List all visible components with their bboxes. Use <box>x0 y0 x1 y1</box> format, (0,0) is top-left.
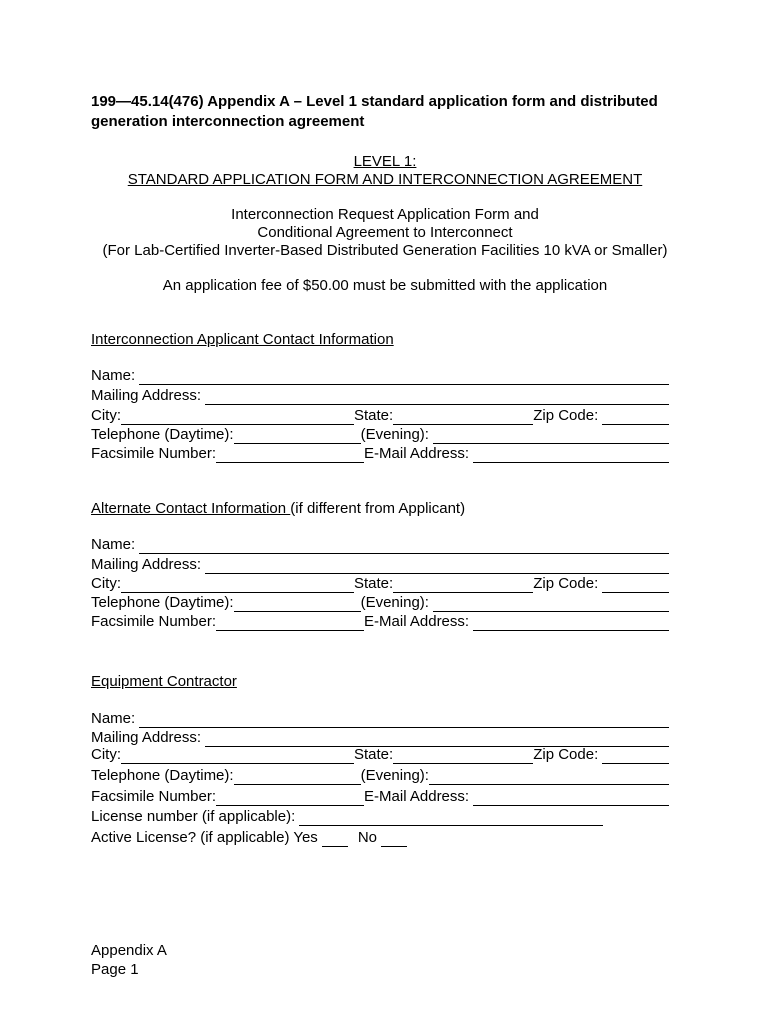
alternate-section-title <box>91 500 465 518</box>
level-form-title: STANDARD APPLICATION FORM AND INTERCONNECTION AGREEMENT <box>127 171 643 188</box>
contractor-fax-field[interactable] <box>216 790 364 806</box>
name-label: Name: <box>91 367 136 384</box>
applicant-name-row <box>91 365 669 385</box>
mailing-label: Mailing Address: <box>91 729 202 746</box>
email-label: E-Mail Address: <box>364 788 470 805</box>
applicant-fax-field[interactable] <box>216 447 364 463</box>
heading-line-2: generation interconnection agreement <box>91 113 365 130</box>
alternate-evening-field[interactable] <box>433 596 669 612</box>
city-label: City: <box>91 746 121 763</box>
contractor-state-field[interactable] <box>393 748 533 764</box>
subtitle-line-2: Conditional Agreement to Interconnect <box>257 224 513 241</box>
contractor-phone-row <box>91 765 669 785</box>
applicant-email-field[interactable] <box>473 447 669 463</box>
zip-label: Zip Code: <box>533 575 599 592</box>
alternate-fax-field[interactable] <box>216 615 364 631</box>
subtitle-line-1: Interconnection Request Application Form and <box>231 206 539 223</box>
applicant-phone-row <box>91 424 669 444</box>
form-subtitle <box>60 206 710 260</box>
alternate-title-note: (if different from Applicant) <box>290 500 466 517</box>
applicant-city-row <box>91 405 669 425</box>
applicant-zip-field[interactable] <box>602 409 669 425</box>
zip-label: Zip Code: <box>533 746 599 763</box>
alternate-city-field[interactable] <box>121 577 354 593</box>
state-label: State: <box>354 575 394 592</box>
fax-label: Facsimile Number: <box>91 613 217 630</box>
contractor-fax-row <box>91 786 669 806</box>
alternate-zip-field[interactable] <box>602 577 669 593</box>
state-label: State: <box>354 407 394 424</box>
alternate-city-row <box>91 573 669 593</box>
level-label: LEVEL 1: <box>353 153 417 170</box>
zip-label: Zip Code: <box>533 407 599 424</box>
applicant-evening-field[interactable] <box>433 428 669 444</box>
contractor-license-row <box>91 806 603 826</box>
footer-page-number: Page 1 <box>91 961 139 978</box>
license-number-field[interactable] <box>299 810 603 826</box>
applicant-section-title: Interconnection Applicant Contact Information <box>91 331 394 348</box>
fax-label: Facsimile Number: <box>91 445 217 462</box>
alternate-mailing-field[interactable] <box>205 558 669 574</box>
evening-label: (Evening): <box>360 594 429 611</box>
alternate-tel-day-field[interactable] <box>234 596 361 612</box>
email-label: E-Mail Address: <box>364 445 470 462</box>
alternate-name-field[interactable] <box>139 538 669 554</box>
subtitle-line-3: (For Lab-Certified Inverter-Based Distributed Generation Facilities 10 kVA or Smaller) <box>102 242 668 259</box>
applicant-state-field[interactable] <box>393 409 533 425</box>
name-label: Name: <box>91 710 136 727</box>
name-label: Name: <box>91 536 136 553</box>
applicant-fax-row <box>91 443 669 463</box>
fee-notice <box>60 277 710 295</box>
no-label: No <box>357 829 377 846</box>
contractor-evening-field[interactable] <box>429 769 669 785</box>
mailing-label: Mailing Address: <box>91 387 202 404</box>
document-heading <box>91 92 691 132</box>
evening-label: (Evening): <box>360 426 429 443</box>
applicant-name-field[interactable] <box>139 369 669 385</box>
license-number-label: License number (if applicable): <box>91 808 296 825</box>
active-license-row <box>91 827 421 847</box>
alternate-email-field[interactable] <box>473 615 669 631</box>
city-label: City: <box>91 575 121 592</box>
footer-appendix: Appendix A <box>91 942 167 959</box>
fax-label: Facsimile Number: <box>91 788 217 805</box>
contractor-tel-day-field[interactable] <box>234 769 361 785</box>
applicant-mailing-row <box>91 385 669 405</box>
tel-day-label: Telephone (Daytime): <box>91 594 234 611</box>
active-license-yes-field[interactable] <box>322 831 348 847</box>
tel-day-label: Telephone (Daytime): <box>91 426 234 443</box>
active-license-no-field[interactable] <box>381 831 407 847</box>
active-license-label: Active License? (if applicable) Yes <box>91 829 318 846</box>
applicant-mailing-field[interactable] <box>205 389 669 405</box>
email-label: E-Mail Address: <box>364 613 470 630</box>
contractor-city-row <box>91 744 669 764</box>
page-footer <box>91 941 167 979</box>
contractor-zip-field[interactable] <box>602 748 669 764</box>
tel-day-label: Telephone (Daytime): <box>91 767 234 784</box>
alternate-title-underlined: Alternate Contact Information <box>91 500 291 517</box>
alternate-mailing-row <box>91 554 669 574</box>
level-title <box>60 153 710 189</box>
state-label: State: <box>354 746 394 763</box>
evening-label: (Evening): <box>360 767 429 784</box>
contractor-section-title: Equipment Contractor <box>91 673 237 690</box>
contractor-city-field[interactable] <box>121 748 354 764</box>
applicant-tel-day-field[interactable] <box>234 428 361 444</box>
contractor-email-field[interactable] <box>473 790 669 806</box>
mailing-label: Mailing Address: <box>91 556 202 573</box>
applicant-city-field[interactable] <box>121 409 354 425</box>
alternate-name-row <box>91 534 669 554</box>
contractor-name-field[interactable] <box>139 712 669 728</box>
alternate-phone-row <box>91 592 669 612</box>
fee-notice-text: An application fee of $50.00 must be submitted with the application <box>162 277 608 294</box>
heading-line-1: 199—45.14(476) Appendix A – Level 1 standard application form and distributed <box>91 93 658 110</box>
city-label: City: <box>91 407 121 424</box>
alternate-fax-row <box>91 611 669 631</box>
contractor-name-row <box>91 708 669 728</box>
alternate-state-field[interactable] <box>393 577 533 593</box>
